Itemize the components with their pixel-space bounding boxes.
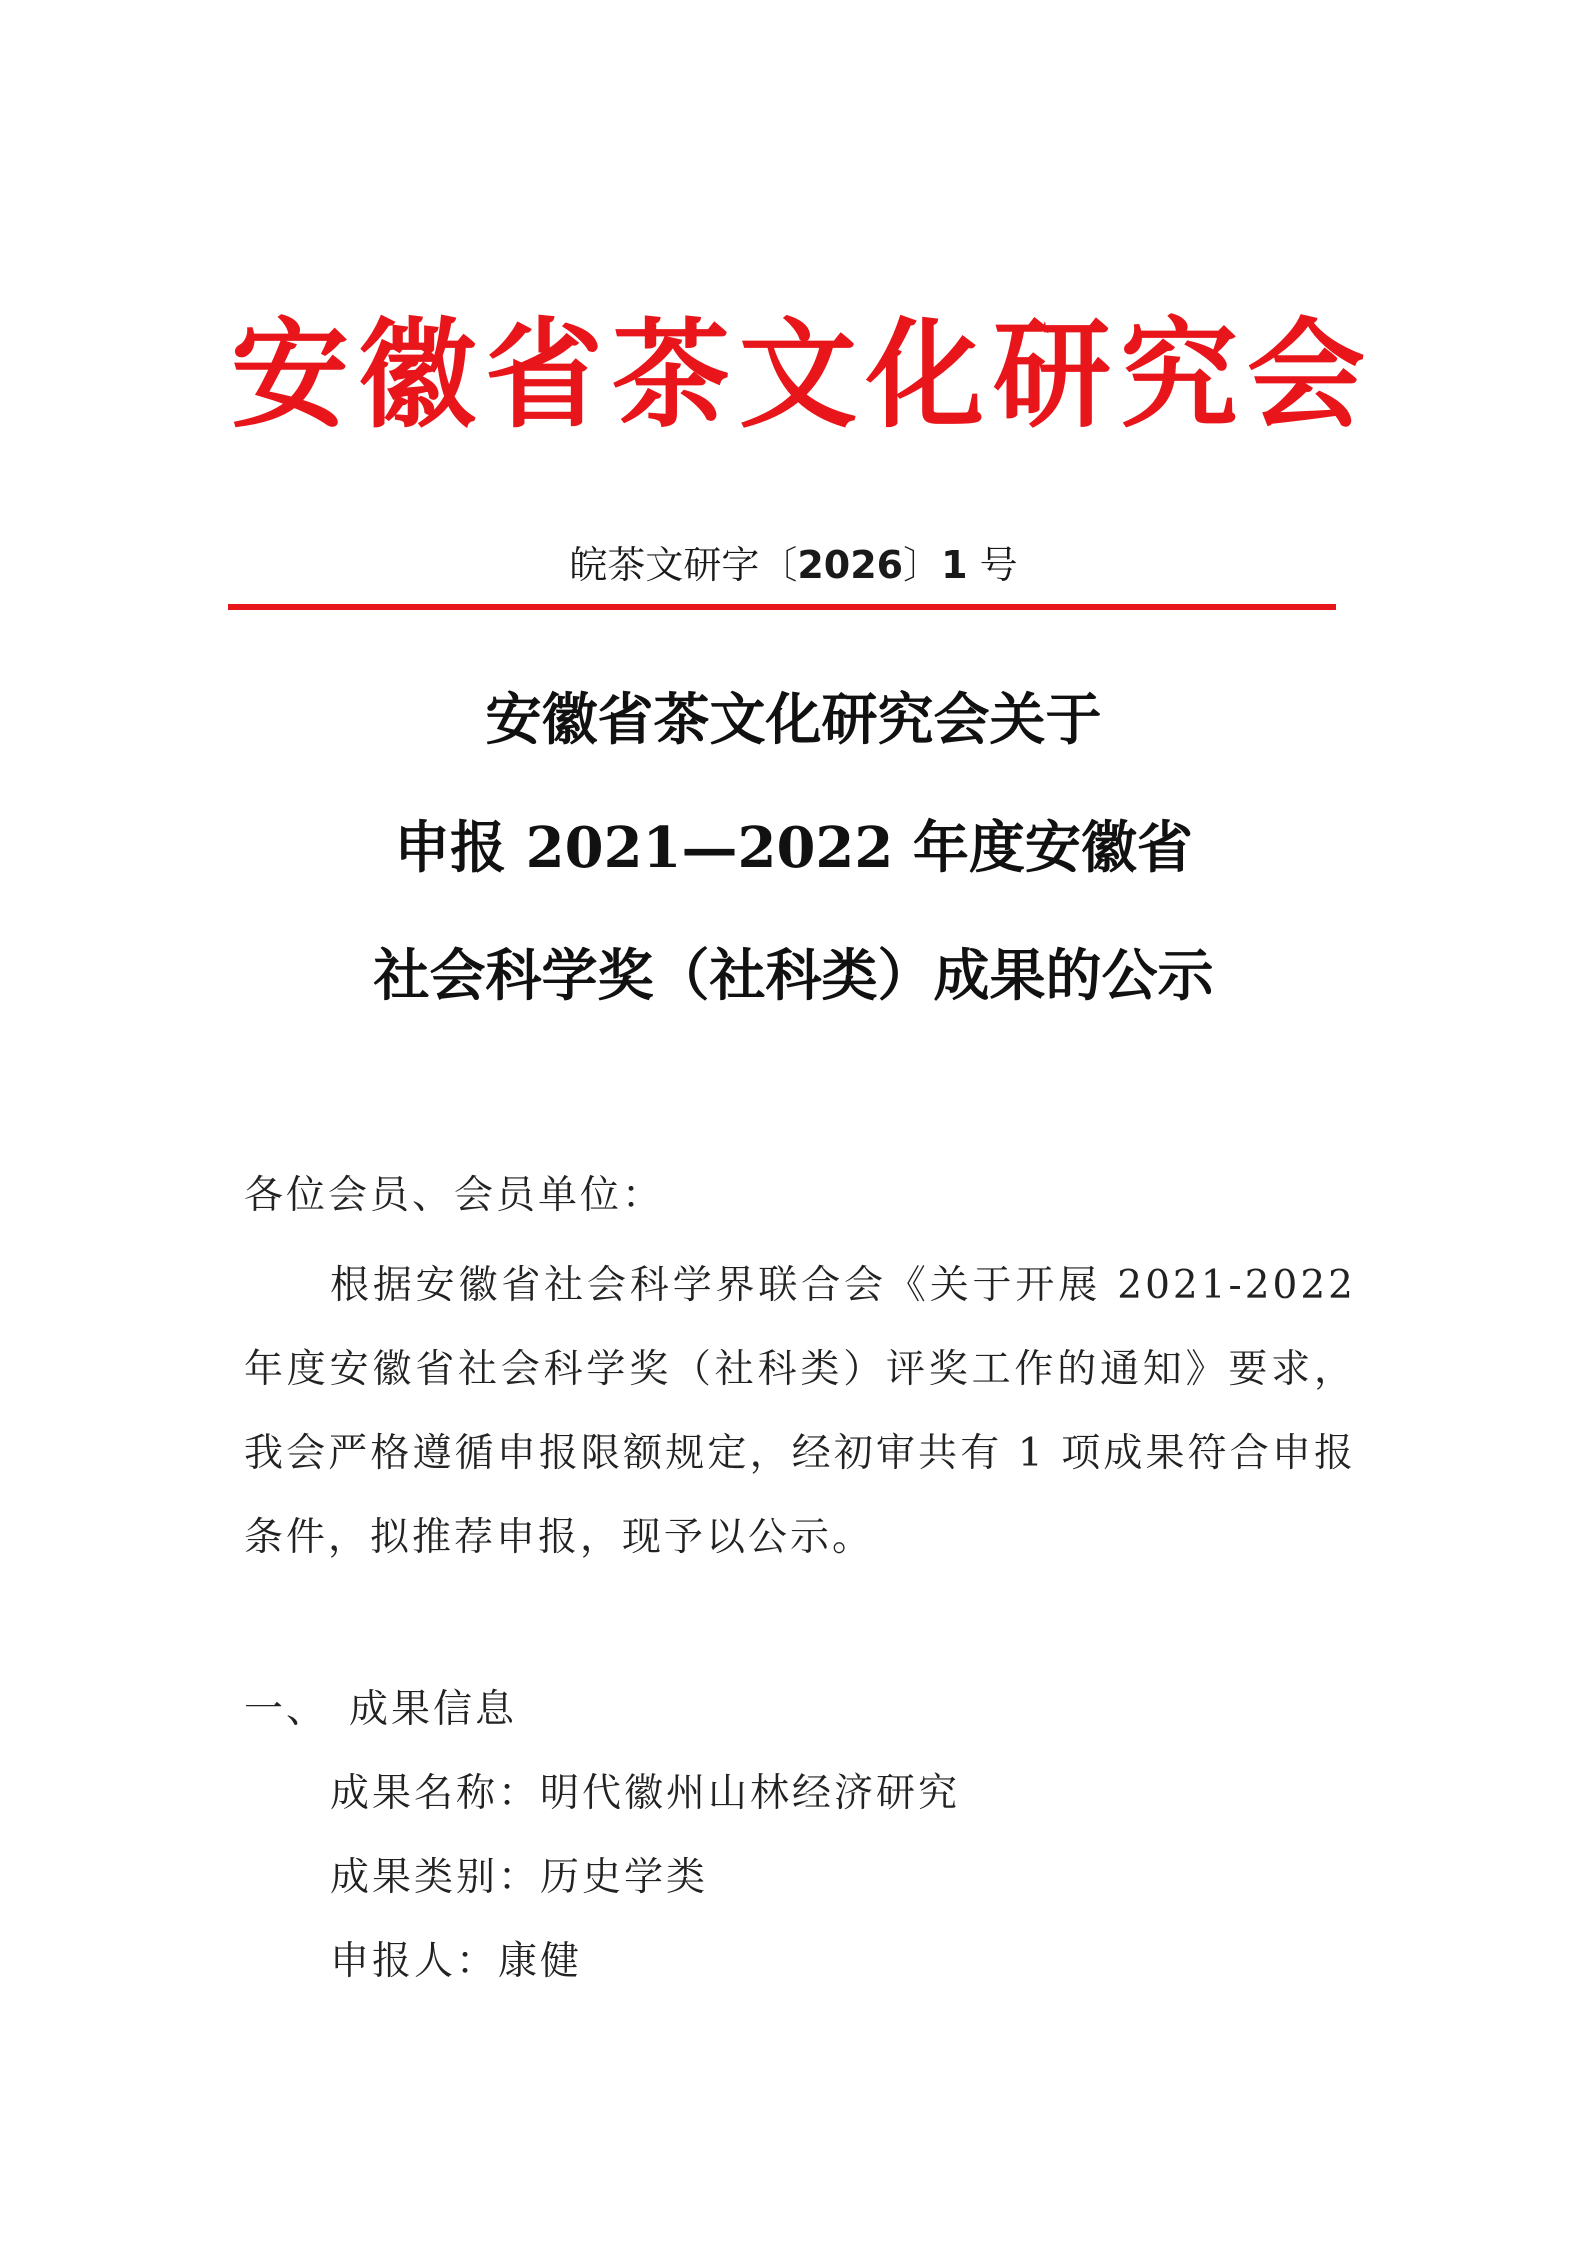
doc-number-year: 2026 [797, 543, 904, 587]
info-value: 康健 [498, 1939, 583, 1984]
section-title: 成果信息 [349, 1687, 518, 1732]
body-paragraph: 根据安徽省社会科学界联合会《关于开展 2021-2022 年度安徽省社会科学奖（社科类）评奖工作的通知》要求，我会严格遵循申报限额规定，经初审共有 1 项成果符合申报条件，拟推荐申报，现予以公示。 [244, 1263, 1356, 1560]
org-char: 会 [1246, 305, 1365, 444]
org-char: 化 [865, 305, 984, 444]
info-label: 成果类别： [330, 1855, 541, 1900]
info-item-applicant [244, 1920, 1356, 2004]
document-title [0, 670, 1587, 1054]
org-char: 安 [230, 305, 349, 444]
document-number [0, 535, 1587, 595]
info-label: 申报人： [330, 1939, 499, 1984]
org-char: 究 [1119, 305, 1238, 444]
org-char: 省 [484, 305, 603, 444]
organization-header [228, 300, 1368, 450]
title-line-1: 安徽省茶文化研究会关于 [485, 687, 1102, 753]
title-line-3: 社会科学奖（社科类）成果的公示 [373, 943, 1214, 1009]
info-label: 成果名称： [330, 1771, 541, 1816]
info-value: 历史学类 [540, 1855, 709, 1900]
section-index: 一、 [244, 1687, 329, 1732]
doc-number-prefix: 皖茶文研字〔 [569, 543, 798, 587]
red-divider-line [228, 604, 1336, 610]
section-heading [244, 1668, 1356, 1752]
doc-number-suffix: 号 [967, 543, 1018, 587]
greeting: 各位会员、会员单位： [244, 1173, 665, 1218]
document-body [244, 1160, 1356, 2004]
doc-number-value: 1 [941, 543, 968, 587]
org-char: 文 [738, 305, 857, 444]
info-item-category [244, 1836, 1356, 1920]
org-char: 徽 [357, 305, 476, 444]
info-value: 明代徽州山林经济研究 [540, 1771, 961, 1816]
org-char: 茶 [611, 305, 730, 444]
info-item-name [244, 1752, 1356, 1836]
title-line-2: 申报 2021—2022 年度安徽省 [394, 815, 1193, 881]
doc-number-middle: 〕 [903, 543, 942, 587]
org-char: 研 [992, 305, 1111, 444]
